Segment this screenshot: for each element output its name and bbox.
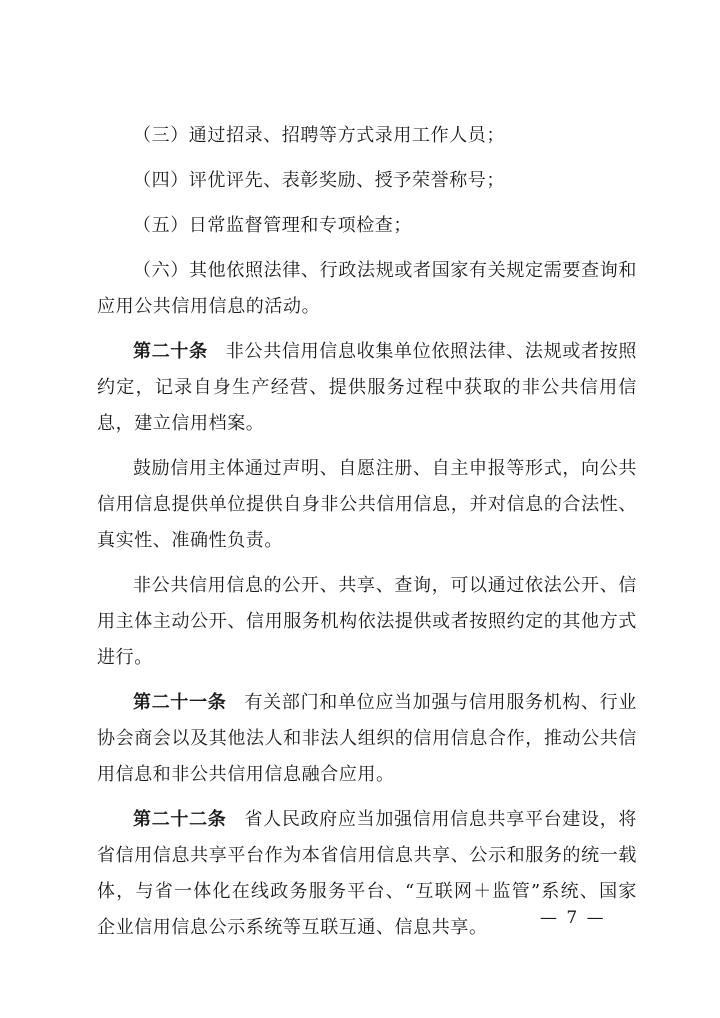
- document-body: [97, 118, 637, 955]
- paragraph-item-6: （六）其他依照法律、行政法规或者国家有关规定需要查询和应用公共信用信息的活动。: [97, 260, 637, 317]
- article-text: 非公共信用信息收集单位依照法律、法规或者按照约定，记录自身生产经营、提供服务过程中获取的非公共信用信息，建立信用档案。: [97, 341, 638, 434]
- paragraph-item-5: （五）日常监督管理和专项检查；: [133, 215, 412, 236]
- article-number: 第二十一条: [133, 692, 227, 713]
- article-text: 有关部门和单位应当加强与信用服务机构、行业协会商会以及其他法人和非法人组织的信用信息合作，推动公共信用信息和非公共信用信息融合应用。: [97, 692, 637, 785]
- article-20-paragraph-3: 非公共信用信息的公开、共享、查询，可以通过依法公开、信用主体主动公开、信用服务机构依法提供或者按照约定的其他方式进行。: [97, 575, 637, 668]
- paragraph-item-3: （三）通过招录、招聘等方式录用工作人员；: [133, 125, 505, 146]
- paragraph-item-4: （四）评优评先、表彰奖励、授予荣誉称号；: [133, 170, 505, 191]
- article-20: [97, 334, 637, 442]
- article-20-paragraph-2: 鼓励信用主体通过声明、自愿注册、自主申报等形式，向公共信用信息提供单位提供自身非公共信用信息，并对信息的合法性、真实性、准确性负责。: [97, 458, 637, 551]
- article-21: [97, 685, 637, 793]
- article-number: 第二十条: [133, 341, 208, 362]
- article-text: 省人民政府应当加强信用信息共享平台建设，将省信用信息共享平台作为本省信用信息共享、公示和服务的统一载体，与省一体化在线政务服务平台、“互联网＋监管”系统、国家企业信用信息公示系统等互联互通、信息共享。: [97, 809, 637, 938]
- article-number: 第二十二条: [133, 809, 227, 830]
- page-number: — 7 —: [540, 908, 606, 928]
